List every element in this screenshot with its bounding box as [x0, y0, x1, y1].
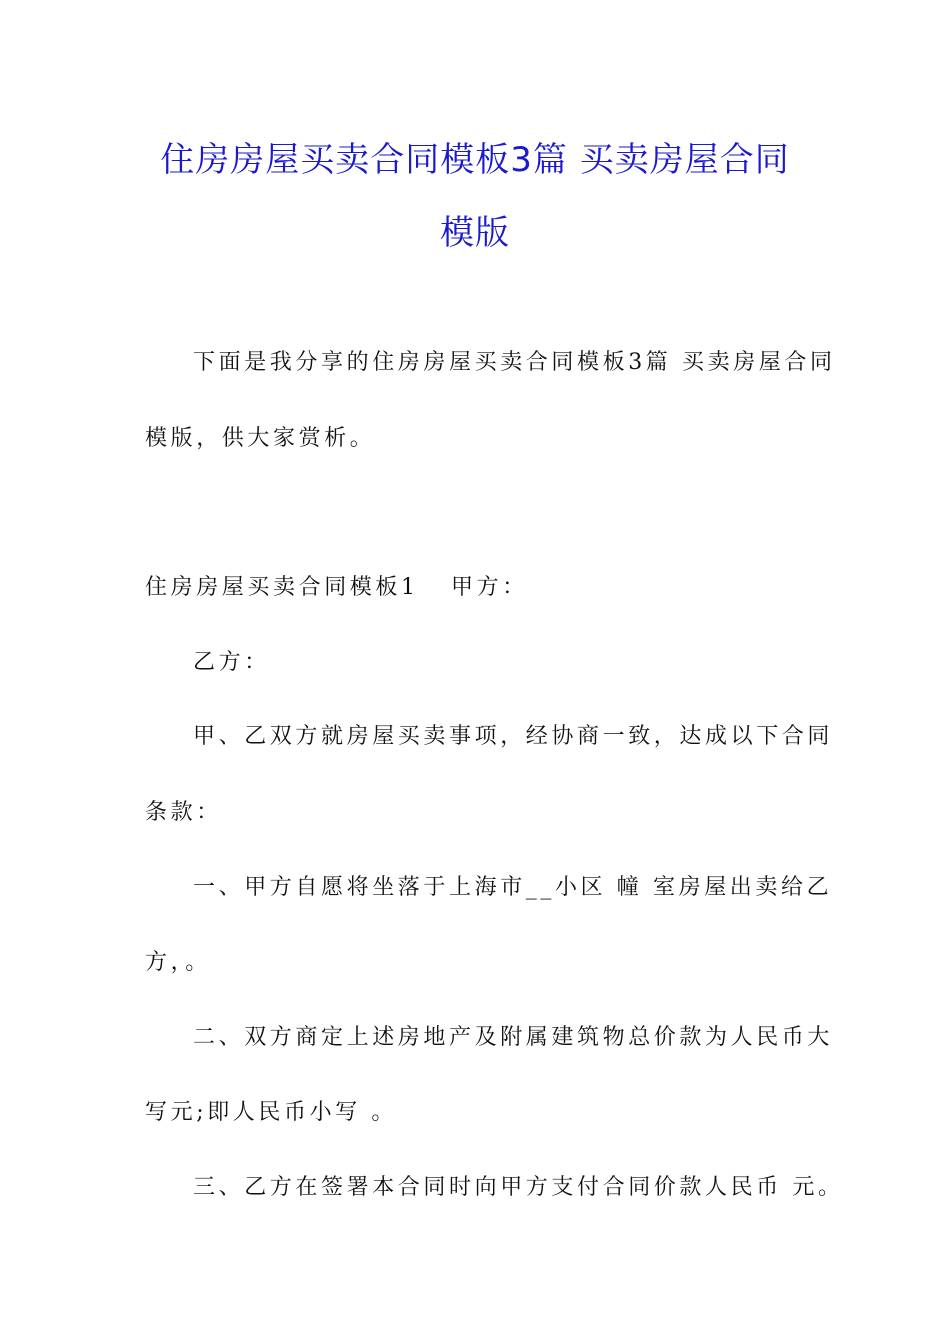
- agreement-paragraph-line-1: 甲、乙双方就房屋买卖事项，经协商一致，达成以下合同: [193, 724, 834, 749]
- document-title-line-2: 模版: [440, 213, 510, 253]
- document-title-line-1: 住房房屋买卖合同模板3篇 买卖房屋合同: [160, 140, 790, 180]
- intro-paragraph-line-2: 模版，供大家赏析。: [145, 426, 376, 451]
- clause-1-line-2: 方，。: [145, 950, 211, 975]
- section-heading: 住房房屋买卖合同模板1: [145, 575, 419, 600]
- party-b-label: 乙方：: [193, 650, 270, 675]
- agreement-paragraph-line-2: 条款：: [145, 800, 222, 825]
- party-a-label: 甲方：: [451, 575, 528, 600]
- clause-3-line-1: 三、乙方在签署本合同时向甲方支付合同价款人民币 元。: [193, 1175, 844, 1200]
- clause-2-line-1: 二、双方商定上述房地产及附属建筑物总价款为人民币大: [193, 1025, 834, 1050]
- clause-2-line-2: 写元;即人民币小写 。: [145, 1100, 398, 1125]
- clause-1-line-1: 一、甲方自愿将坐落于上海市__小区 幢 室房屋出卖给乙: [193, 875, 833, 900]
- intro-paragraph-line-1: 下面是我分享的住房房屋买卖合同模板3篇 买卖房屋合同: [193, 350, 836, 375]
